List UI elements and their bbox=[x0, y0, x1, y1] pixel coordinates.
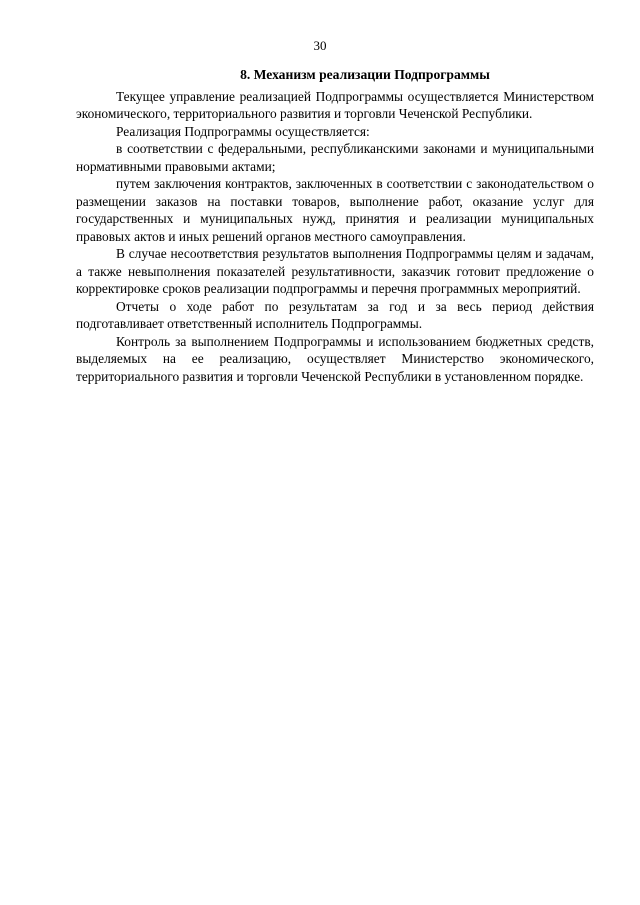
paragraph-current-management: Текущее управление реализацией Подпрограммы осуществляется Министерством экономического, территориального развития и торговли Чеченской Республики. bbox=[76, 88, 594, 121]
page-number: 30 bbox=[313, 38, 327, 53]
document-body bbox=[76, 66, 594, 385]
paragraph-nonconformity: В случае несоответствия результатов выполнения Подпрограммы целям и задачам, а также невыполнения показателей результативности, заказчик готовит предложение о корректировке сроков реализации подпрограммы и перечня программных мероприятий. bbox=[76, 246, 594, 296]
section-title: 8. Механизм реализации Подпрограммы bbox=[240, 67, 490, 82]
paragraph-control: Контроль за выполнением Подпрограммы и использованием бюджетных средств, выделяемых на ее реализацию, осуществляет Министерство экономического, территориального развития и торговли Чеченской Республики в установленном порядке. bbox=[76, 333, 594, 384]
paragraph-reports: Отчеты о ходе работ по результатам за год и за весь период действия подготавливает ответственный исполнитель Подпрограммы. bbox=[76, 298, 594, 331]
paragraph-contracts: путем заключения контрактов, заключенных в соответствии с законодательством о размещении заказов на поставки товаров, выполнение работ, оказание услуг для государственных и муниципальных нужд, принятия и реализации муниципальных правовых актов и иных решений органов местного самоуправления. bbox=[76, 176, 594, 244]
paragraph-implementation-intro: Реализация Подпрограммы осуществляется: bbox=[116, 123, 370, 139]
paragraph-laws-compliance: в соответствии с федеральными, республиканскими законами и муниципальными нормативными правовыми актами; bbox=[76, 141, 594, 174]
